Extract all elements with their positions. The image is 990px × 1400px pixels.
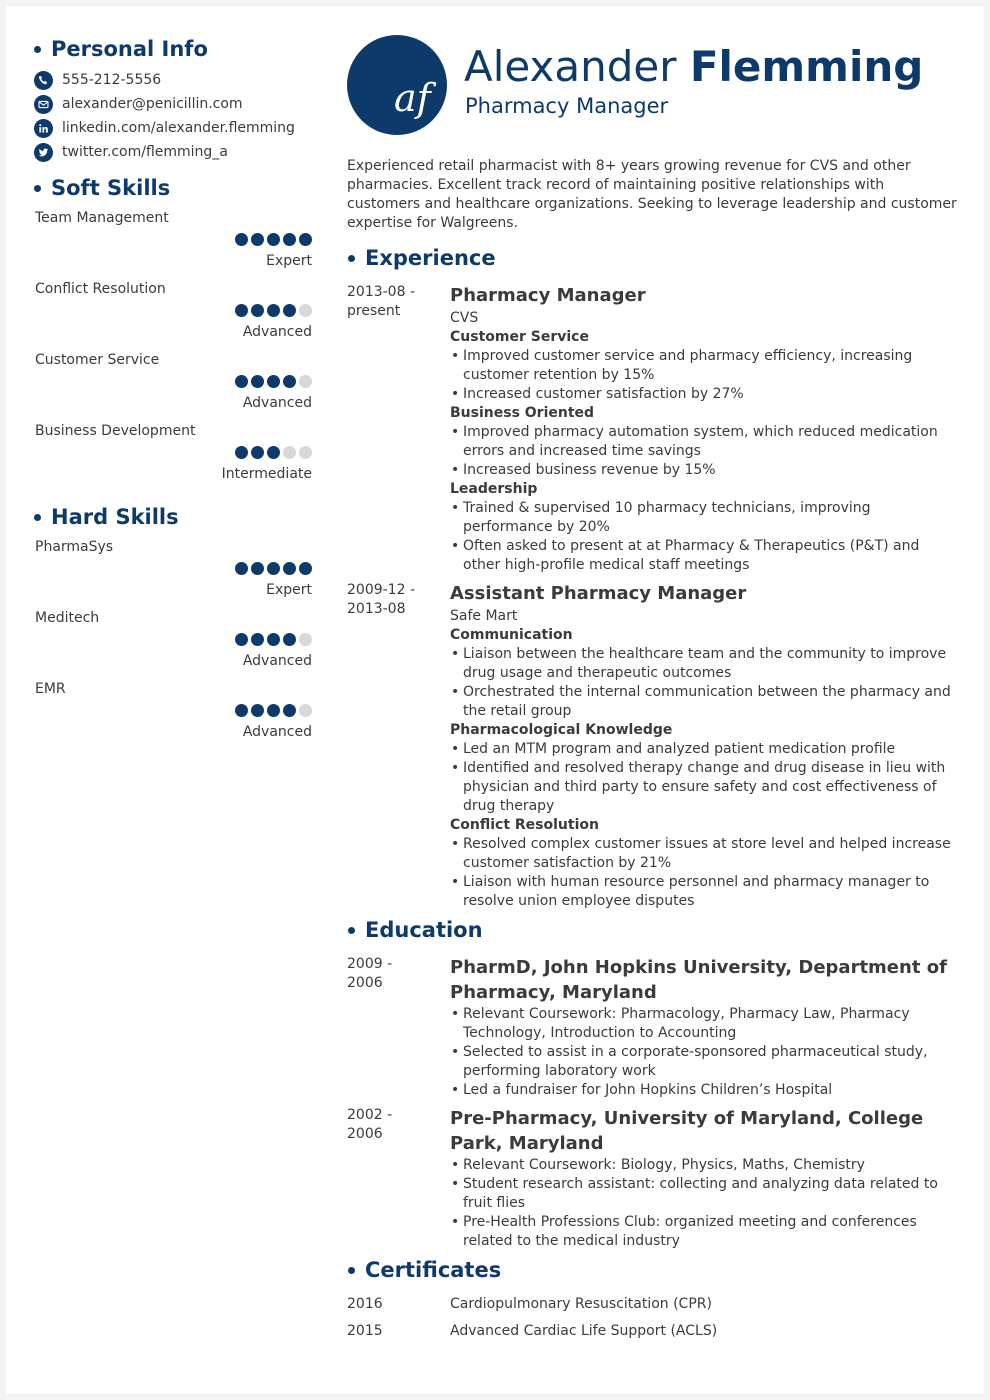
certificates-section xyxy=(347,1257,957,1341)
rating-dot-filled xyxy=(283,704,296,717)
skill-name: Team Management xyxy=(35,210,169,226)
linkedin-link[interactable]: linkedin.com/alexander.flemming xyxy=(62,120,295,136)
twitter-link[interactable]: twitter.com/flemming_a xyxy=(62,144,228,160)
soft-skills-heading: Soft Skills xyxy=(34,175,314,201)
education-heading: Education xyxy=(348,917,957,943)
skill-level: Advanced xyxy=(242,653,312,669)
sidebar xyxy=(34,36,314,762)
bullet-item: • Identified and resolved therapy change and drug disease in lieu with physician and third party to ensure safety and cost effectiveness of drug therapy xyxy=(450,759,957,816)
rating-dot-filled xyxy=(283,562,296,575)
date-from: 2009 - xyxy=(347,956,393,972)
rating-dot-filled xyxy=(235,704,248,717)
rating-dot-filled xyxy=(251,704,264,717)
bullet-list xyxy=(450,645,957,721)
position-title: Pharmacy Manager xyxy=(450,285,646,306)
bullet-item: • Led a fundraiser for John Hopkins Children’s Hospital xyxy=(450,1081,957,1100)
education-entries xyxy=(347,955,957,1251)
monogram-avatar xyxy=(347,35,447,135)
skill-level: Expert xyxy=(266,253,312,269)
rating-dot-filled xyxy=(235,633,248,646)
skill-level: Intermediate xyxy=(221,466,312,482)
certificate-year: 2016 xyxy=(347,1296,383,1312)
bullet-item: • Increased business revenue by 15% xyxy=(450,461,957,480)
skill-name: Meditech xyxy=(35,610,100,626)
date-to: 2006 xyxy=(347,1126,383,1142)
date-to: 2013-08 xyxy=(347,601,406,617)
skill-level: Advanced xyxy=(242,724,312,740)
contact-email xyxy=(34,92,314,116)
skill-item xyxy=(34,681,314,752)
bullet-list xyxy=(450,499,957,575)
certificate-entries xyxy=(347,1295,957,1341)
bullet-list xyxy=(450,835,957,911)
twitter-icon xyxy=(34,143,53,162)
linkedin-icon xyxy=(34,119,53,138)
email-icon xyxy=(34,95,53,114)
rating-dot-filled xyxy=(267,704,280,717)
skill-item xyxy=(34,352,314,423)
monogram-text: af xyxy=(394,76,431,120)
bullet-item: • Improved pharmacy automation system, which reduced medication errors and increased time savings xyxy=(450,423,957,461)
skill-level: Advanced xyxy=(242,324,312,340)
skill-item xyxy=(34,423,314,494)
skill-rating xyxy=(235,446,312,459)
rating-dot-filled xyxy=(235,304,248,317)
entry-body xyxy=(450,581,957,911)
experience-entry xyxy=(347,283,957,575)
rating-dot-filled xyxy=(267,233,280,246)
rating-dot-filled xyxy=(251,446,264,459)
date-from: 2013-08 - xyxy=(347,284,415,300)
rating-dot-empty xyxy=(299,633,312,646)
bullet-item: • Relevant Coursework: Pharmacology, Pharmacy Law, Pharmacy Technology, Introduction to Accounting xyxy=(450,1005,957,1043)
certificate-name: Cardiopulmonary Resuscitation (CPR) xyxy=(450,1296,712,1312)
contact-twitter xyxy=(34,140,314,164)
certificates-heading: Certificates xyxy=(348,1257,957,1283)
bullet-item: • Orchestrated the internal communication between the pharmacy and the retail group xyxy=(450,683,957,721)
summary: Experienced retail pharmacist with 8+ years growing revenue for CVS and other pharmacies. Excellent track record of maintaining positive relationships with customers and healthcare organizations. Seeking to leverage leadership and customer expertise for Walgreens. xyxy=(347,158,957,231)
position-title: Assistant Pharmacy Manager xyxy=(450,583,747,604)
skill-name: PharmaSys xyxy=(35,539,114,555)
degree-title: Pre-Pharmacy, University of Maryland, College Park, Maryland xyxy=(450,1108,924,1154)
rating-dot-filled xyxy=(283,633,296,646)
rating-dot-filled xyxy=(235,562,248,575)
bullet-list xyxy=(450,423,957,480)
certificate-name: Advanced Cardiac Life Support (ACLS) xyxy=(450,1323,718,1339)
skill-level: Advanced xyxy=(242,395,312,411)
date-to: present xyxy=(347,303,401,319)
rating-dot-filled xyxy=(235,375,248,388)
education-section xyxy=(347,917,957,1251)
skill-name: Conflict Resolution xyxy=(35,281,166,297)
bullet-list xyxy=(450,740,957,816)
skill-rating xyxy=(235,704,312,717)
date-from: 2002 - xyxy=(347,1107,393,1123)
date-from: 2009-12 - xyxy=(347,582,415,598)
group-heading: Leadership xyxy=(450,481,538,497)
rating-dot-filled xyxy=(283,375,296,388)
skill-name: EMR xyxy=(35,681,66,697)
email-link[interactable]: alexander@penicillin.com xyxy=(62,96,243,112)
rating-dot-filled xyxy=(267,446,280,459)
bullet-item: • Liaison with human resource personnel and pharmacy manager to resolve union employee disputes xyxy=(450,873,957,911)
certificate-item xyxy=(347,1322,957,1341)
skill-rating xyxy=(235,562,312,575)
rating-dot-filled xyxy=(267,304,280,317)
bullet-list xyxy=(450,347,957,404)
bullet-item: • Pre-Health Professions Club: organized meeting and conferences related to the medical industry xyxy=(450,1213,957,1251)
phone-text[interactable]: 555-212-5556 xyxy=(62,72,162,88)
rating-dot-filled xyxy=(283,304,296,317)
bullet-item: • Resolved complex customer issues at store level and helped increase customer satisfaction by 21% xyxy=(450,835,957,873)
skill-rating xyxy=(235,633,312,646)
company-name: Safe Mart xyxy=(450,608,518,624)
rating-dot-empty xyxy=(299,375,312,388)
rating-dot-filled xyxy=(251,304,264,317)
skill-rating xyxy=(235,233,312,246)
rating-dot-filled xyxy=(267,375,280,388)
rating-dot-empty xyxy=(283,446,296,459)
bullet-item: • Improved customer service and pharmacy efficiency, increasing customer retention by 15% xyxy=(450,347,957,385)
full-name xyxy=(464,42,923,92)
bullet-item: • Trained & supervised 10 pharmacy technicians, improving performance by 20% xyxy=(450,499,957,537)
rating-dot-empty xyxy=(299,704,312,717)
contact-linkedin xyxy=(34,116,314,140)
entry-dates xyxy=(347,955,450,1100)
rating-dot-filled xyxy=(235,233,248,246)
hard-skills-heading: Hard Skills xyxy=(34,504,314,530)
group-heading: Conflict Resolution xyxy=(450,817,599,833)
rating-dot-filled xyxy=(299,562,312,575)
skill-item xyxy=(34,281,314,352)
rating-dot-filled xyxy=(267,562,280,575)
entry-body xyxy=(450,955,957,1100)
skill-rating xyxy=(235,375,312,388)
entry-dates xyxy=(347,1106,450,1251)
certificate-item xyxy=(347,1295,957,1314)
education-entry xyxy=(347,1106,957,1251)
rating-dot-filled xyxy=(251,562,264,575)
skill-level: Expert xyxy=(266,582,312,598)
entry-body xyxy=(450,283,957,575)
entry-dates xyxy=(347,581,450,911)
job-title: Pharmacy Manager xyxy=(465,94,669,118)
contact-phone xyxy=(34,68,314,92)
bullet-item: • Increased customer satisfaction by 27% xyxy=(450,385,957,404)
main-column xyxy=(347,34,957,1349)
bullet-item: • Relevant Coursework: Biology, Physics, Maths, Chemistry xyxy=(450,1156,957,1175)
header xyxy=(347,34,957,146)
first-name: Alexander xyxy=(464,42,677,91)
group-heading: Customer Service xyxy=(450,329,589,345)
company-name: CVS xyxy=(450,310,479,326)
rating-dot-filled xyxy=(283,233,296,246)
soft-skills-list xyxy=(34,210,314,494)
skill-name: Customer Service xyxy=(35,352,160,368)
experience-entry xyxy=(347,581,957,911)
entry-body xyxy=(450,1106,957,1251)
contact-list xyxy=(34,68,314,164)
group-heading: Business Oriented xyxy=(450,405,595,421)
bullet-item: • Selected to assist in a corporate-sponsored pharmaceutical study, performing laboratory work xyxy=(450,1043,957,1081)
certificate-year: 2015 xyxy=(347,1323,383,1339)
bullet-item: • Led an MTM program and analyzed patient medication profile xyxy=(450,740,957,759)
skill-item xyxy=(34,610,314,681)
bullet-list xyxy=(450,1005,957,1100)
last-name: Flemming xyxy=(689,42,924,91)
rating-dot-empty xyxy=(299,446,312,459)
education-entry xyxy=(347,955,957,1100)
rating-dot-filled xyxy=(299,233,312,246)
date-to: 2006 xyxy=(347,975,383,991)
personal-info-heading: Personal Info xyxy=(34,36,314,62)
rating-dot-empty xyxy=(299,304,312,317)
group-heading: Communication xyxy=(450,627,573,643)
bullet-item: • Liaison between the healthcare team and the community to improve drug usage and therapeutic outcomes xyxy=(450,645,957,683)
rating-dot-filled xyxy=(251,375,264,388)
hard-skills-list xyxy=(34,539,314,752)
skill-item xyxy=(34,210,314,281)
rating-dot-filled xyxy=(251,233,264,246)
degree-title: PharmD, John Hopkins University, Department of Pharmacy, Maryland xyxy=(450,957,947,1003)
rating-dot-filled xyxy=(235,446,248,459)
skill-item xyxy=(34,539,314,610)
skill-rating xyxy=(235,304,312,317)
experience-heading: Experience xyxy=(348,245,957,271)
phone-icon xyxy=(34,71,53,90)
resume-page xyxy=(6,6,984,1394)
group-heading: Pharmacological Knowledge xyxy=(450,722,673,738)
rating-dot-filled xyxy=(251,633,264,646)
bullet-list xyxy=(450,1156,957,1251)
experience-entries xyxy=(347,283,957,911)
bullet-item: • Often asked to present at at Pharmacy & Therapeutics (P&T) and other high-profile medical staff meetings xyxy=(450,537,957,575)
entry-dates xyxy=(347,283,450,575)
rating-dot-filled xyxy=(267,633,280,646)
skill-name: Business Development xyxy=(35,423,196,439)
bullet-item: • Student research assistant: collecting and analyzing data related to fruit flies xyxy=(450,1175,957,1213)
experience-section xyxy=(347,245,957,911)
